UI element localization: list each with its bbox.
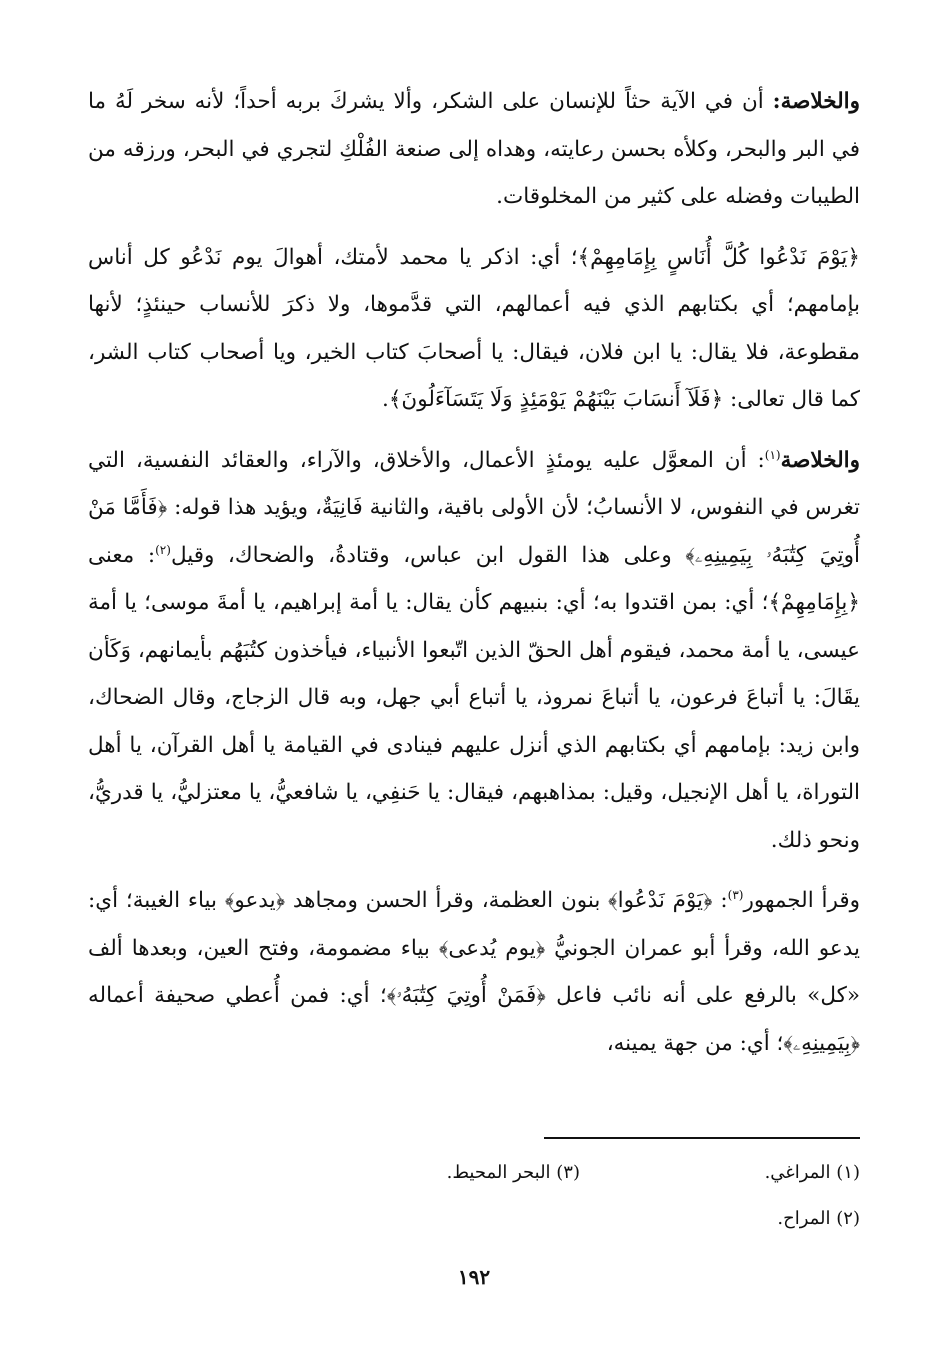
- summary-heading: والخلاصة:: [772, 89, 860, 114]
- footnote-row: [300, 1150, 860, 1196]
- footnote-ref: (٣): [727, 887, 744, 902]
- summary-heading: والخلاصة: [780, 447, 860, 473]
- paragraph-1: [88, 78, 860, 221]
- footnote-divider: [544, 1137, 860, 1139]
- paragraph-3: [88, 437, 860, 865]
- paragraph-text: ﴿يَوْمَ نَدْعُوا كُلَّ أُنَاسٍ بِإِمَامِهِمْ﴾؛ أي: اذكر يا محمد لأمتك، أهوالَ يوم نَدْعُو كل أناس بإمامهم؛ أي بكتابهم الذي فيه أعمالهم، التي قدَّموها، ولا ذكرَ للأنساب حينئذٍ؛ لأنها مقطوعة، فلا يقال: يا ابن فلان، فيقال: يا أصحابَ كتاب الخير، ويا أصحاب كتاب الشر، كما قال تعالى: ﴿فَلَآ أَنسَابَ بَيْنَهُمْ يَوْمَئِذٍ وَلَا يَتَسَآءَلُونَ﴾.: [88, 244, 860, 412]
- paragraph-2: [88, 234, 860, 424]
- footnote-ref: (١): [764, 447, 781, 462]
- footnote-1: (١) المراغي.: [764, 1162, 860, 1183]
- body-text: [88, 78, 860, 1080]
- footnote-2: (٢) المراح.: [777, 1208, 860, 1229]
- paragraph-text: أن في الآية حثاً للإنسان على الشكر، وألا يشركَ بربه أحداً؛ لأنه سخر لَهُ ما في البر والبحر، وكلأه بحسن رعايته، وهداه إلى صنعة الفُلْكِ لتجري في البحر، ورزقه من الطيبات وفضله على كثير من المخلوقات.: [88, 89, 860, 209]
- footnotes: [300, 1150, 860, 1242]
- paragraph-text: : أن المعوَّل عليه يومئذٍ الأعمال، والأخلاق، والآراء، والعقائد النفسية، التي تغرس في النفوس، لا الأنسابُ؛ لأن الأولى باقية، والثانية فَانِيَةٌ، ويؤيد هذا قوله: ﴿فَأَمَّا مَنْ أُوتِيَ كِتَٰبَهُۥ بِيَمِينِهِۦ﴾ وعلى هذا القول ابن عباس، وقتادةُ، والضحاك، وقيل: [88, 447, 860, 568]
- footnote-3: (٣) البحر المحيط.: [446, 1162, 580, 1183]
- paragraph-text: : معنى ﴿بِإِمَامِهِمْ﴾؛ أي: بمن اقتدوا به؛ أي: بنبيهم كأن يقال: يا أمة إبراهيم، يا أمةَ موسى؛ يا أمة عيسى، يا أمة محمد، فيقوم أهل الحقّ الذين اتّبعوا الأنبياء، فيأخذون كتُبَهُم بأيمانهم، وَكَأن يقَالَ: يا أتباعَ فرعون، يا أتباعَ نمروذ، يا أتباع أبي جهل، وبه قال الزجاج، وقال الضحاك، وابن زيد: بإمامهم أي بكتابهم الذي أنزل عليهم فينادى في القيامة يا أهل القرآن، يا أهل التوراة، يا أهل الإنجيل، وقيل: بمذاهبهم، فيقال: يا حَنفِي، يا شافعيُّ، يا معتزليُّ، يا قدريُّ، ونحو ذلك.: [88, 542, 860, 853]
- footnote-row: [300, 1196, 860, 1242]
- paragraph-4: [88, 877, 860, 1067]
- paragraph-text: : ﴿يَوْمَ نَدْعُوا﴾ بنون العظمة، وقرأ الحسن ومجاهد ﴿يدعو﴾ بياء الغيبة؛ أي: يدعو الله، وقرأ أبو عمران الجونيُّ ﴿يوم يُدعى﴾ بياء مضمومة، وفتح العين، وبعدها ألف «كل» بالرفع على أنه نائب فاعل ﴿فَمَنْ أُوتِيَ كِتَٰبَهُۥ﴾؛ أي: فمن أُعطي صحيفة أعماله ﴿بِيَمِينِهِۦ﴾؛ أي: من جهة يمينه،: [88, 888, 860, 1056]
- page-number: ١٩٢: [457, 1265, 491, 1289]
- footnote-ref: (٢): [155, 542, 171, 557]
- paragraph-lead: وقرأ الجمهور: [743, 888, 860, 913]
